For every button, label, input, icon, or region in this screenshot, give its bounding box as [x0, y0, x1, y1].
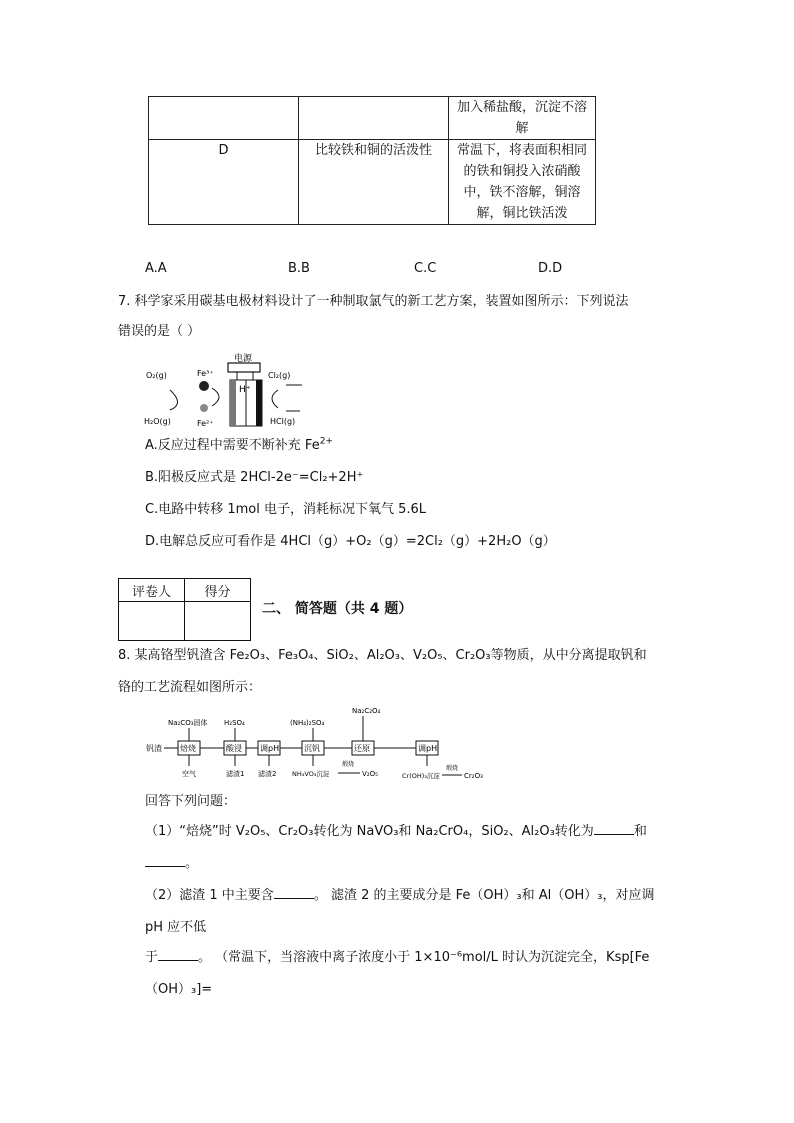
score-box: [118, 578, 251, 641]
table-cell: 比较铁和铜的活泼性: [299, 140, 449, 225]
calcine-label: 煅烧: [446, 765, 459, 772]
answer-blank[interactable]: [274, 886, 314, 899]
process-flow-diagram: [146, 704, 486, 784]
output-label: 空气: [182, 770, 196, 778]
fe2-label: Fe²⁺: [197, 419, 214, 428]
step-label: 调pH: [418, 744, 438, 753]
q8-part-1: （1）“焙烧”时 V₂O₅、Cr₂O₃转化为 NaVO₃和 Na₂CrO₄，SiO₂、Al₂O₃转化为 和: [145, 824, 647, 839]
q7-option-d: D.电解总反应可看作是 4HCl（g）+O₂（g）=2Cl₂（g）+2H₂O（g）: [145, 534, 556, 549]
section-heading: 二、 简答题（共 4 题）: [262, 601, 413, 617]
experiment-table: [148, 96, 596, 225]
reaction-arrow: [272, 390, 278, 408]
left-electrode: [230, 380, 236, 426]
option-d: D.D: [538, 261, 563, 276]
answer-blank[interactable]: [594, 822, 634, 835]
fe2-ion: [200, 404, 208, 412]
q7-option-b: B.阳极反应式是 2HCl-2e⁻=Cl₂+2H⁺: [145, 470, 364, 485]
output-label: Cr₂O₃: [464, 772, 483, 780]
o2-label: O₂(g): [146, 371, 167, 380]
q8-part-2-cont-3: （OH）₃]=: [145, 982, 213, 997]
hcl-label: HCl(g): [270, 417, 296, 426]
fe3-label: Fe³⁺: [197, 369, 214, 378]
table-row: [149, 97, 596, 140]
reviewer-label: 评卷人: [119, 579, 185, 602]
h-ion-label: H⁺: [239, 385, 251, 395]
question-7-stem: 7. 科学家采用碳基电极材料设计了一种制取氯气的新工艺方案，装置如图所示：下列说法: [118, 294, 629, 309]
score-cell: [185, 602, 251, 641]
flow-start: 钒渣: [146, 744, 162, 753]
electrolysis-diagram: [140, 352, 320, 428]
calcine-label: 煅烧: [342, 761, 355, 768]
power-box: [228, 363, 260, 372]
option-c: C.C: [414, 261, 437, 276]
table-cell: [299, 97, 449, 140]
output-label: 滤渣1: [226, 770, 245, 778]
q8-part-2: （2）滤渣 1 中主要含 。 滤渣 2 的主要成分是 Fe（OH）₃和 Al（OH）₃，对应调: [145, 888, 655, 903]
q8-prompt: 回答下列问题：: [145, 794, 237, 809]
answer-blank[interactable]: [158, 948, 198, 961]
q8-part-1-cont: 。: [145, 854, 198, 874]
reaction-arrow: [170, 390, 178, 410]
q8-part-2-cont-2: 于 。 （常温下，当溶液中离子浓度小于 1×10⁻⁶mol/L 时认为沉淀完全，Ksp[Fe: [145, 950, 650, 965]
table-cell: 加入稀盐酸，沉淀不溶解: [449, 97, 596, 140]
step-label: 沉钒: [304, 744, 320, 753]
q7-option-a: A.反应过程中需要不断补充 $Fe^{2+}$: [145, 436, 333, 453]
reviewer-cell: [119, 602, 185, 641]
question-7-stem-2: 错误的是（ ）: [118, 324, 201, 339]
table-cell: 常温下，将表面积相同的铁和铜投入浓硝酸中，铁不溶解，铜溶解，铜比铁活泼: [449, 140, 596, 225]
option-a: A.A: [145, 261, 167, 276]
table-cell: D: [149, 140, 299, 225]
h2o-label: H₂O(g): [144, 417, 171, 426]
q7-option-c: C.电路中转移 1mol 电子，消耗标况下氧气 5.6L: [145, 502, 427, 517]
step-label: 焙烧: [180, 744, 196, 753]
answer-blank[interactable]: [145, 854, 185, 867]
input-label: Na₂C₂O₄: [352, 707, 381, 715]
output-label: V₂O₅: [362, 770, 378, 778]
reaction-arrow: [212, 388, 219, 406]
power-label: 电源: [234, 354, 253, 364]
table-cell: [149, 97, 299, 140]
step-label: 还原: [354, 744, 370, 753]
input-label: (NH₄)₂SO₄: [290, 719, 325, 727]
output-label: NH₄VO₃沉淀: [292, 770, 330, 778]
q8-part-2-cont: pH 应不低: [145, 920, 207, 935]
fe3-ion: [199, 381, 209, 391]
input-label: Na₂CO₃固体: [168, 719, 208, 727]
question-8-stem-2: 铬的工艺流程如图所示：: [118, 680, 262, 695]
score-label: 得分: [185, 579, 251, 602]
step-label: 调pH: [260, 744, 280, 753]
cl2-label: Cl₂(g): [268, 371, 291, 380]
table-row: [149, 140, 596, 225]
output-label: 滤渣2: [258, 770, 277, 778]
option-b: B.B: [288, 261, 310, 276]
right-electrode: [256, 380, 262, 426]
output-label: Cr(OH)₃沉淀: [402, 772, 440, 780]
step-label: 酸浸: [226, 744, 242, 753]
input-label: H₂SO₄: [224, 719, 245, 727]
question-8-stem: 8. 某高铬型钒渣含 Fe₂O₃、Fe₃O₄、SiO₂、Al₂O₃、V₂O₅、Cr₂O₃等物质，从中分离提取钒和: [118, 648, 647, 663]
